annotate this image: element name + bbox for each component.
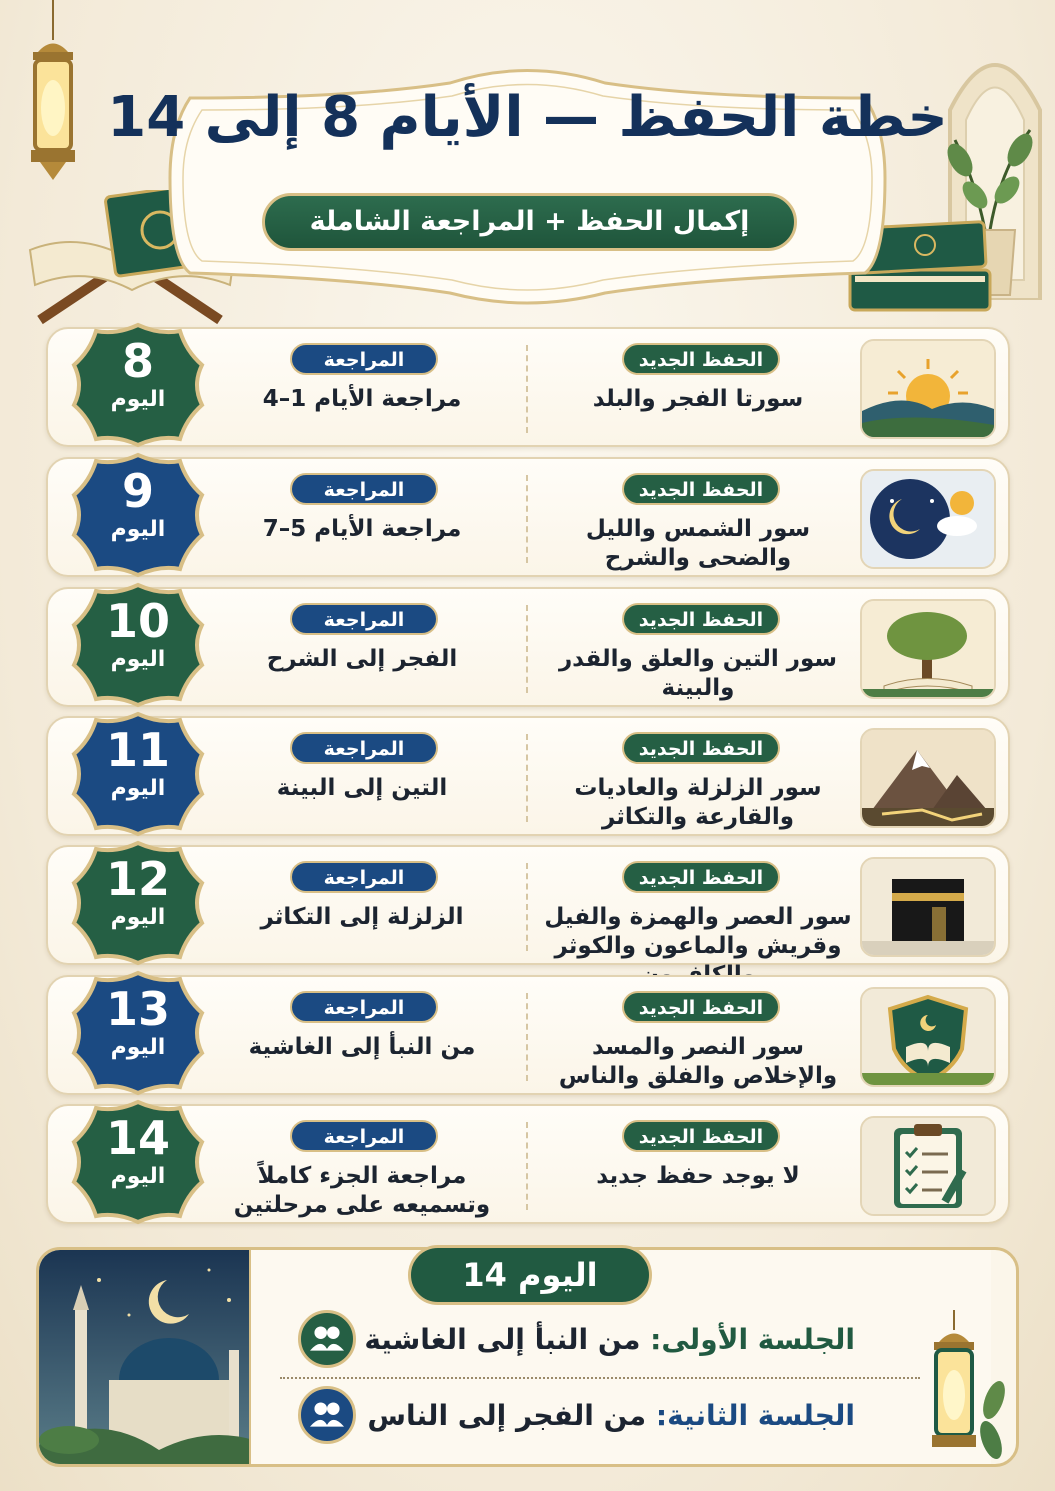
day-label: اليوم [110,517,166,542]
tree-book-icon [860,599,996,699]
new-memorization-label: الحفظ الجديد [622,1120,780,1152]
day-row [46,327,1010,447]
day-number: 8 [121,334,154,388]
day-label: اليوم [110,1035,166,1060]
moon-sun-icon [860,469,996,569]
day-row [46,1104,1010,1224]
day-label: اليوم [110,776,166,801]
review-text: مراجعة الجزء كاملاً وتسميعه على مرحلتين [233,1163,491,1218]
new-memorization-label: الحفظ الجديد [622,732,780,764]
new-memorization-label: الحفظ الجديد [622,343,780,375]
new-memorization-text: سور الشمس والليل والضحى والشرح [585,516,811,571]
new-memorization-text: سورتا الفجر والبلد [592,386,804,412]
shield-book-icon [860,987,996,1087]
day-number: 11 [105,723,170,777]
sunrise-icon [860,339,996,439]
day-number: 10 [105,594,170,648]
day-label: اليوم [110,387,166,412]
review-label: المراجعة [290,1120,438,1152]
clipboard-icon [860,1116,996,1216]
new-memorization-label: الحفظ الجديد [622,603,780,635]
day-label: اليوم [110,905,166,930]
day-row [46,457,1010,577]
row-divider [526,1122,528,1210]
day-number: 13 [105,982,170,1036]
day-badge [68,581,208,709]
new-memorization-text: سور العصر والهمزة والفيل وقريش والماعون والكوثر [544,904,852,959]
day-number: 14 [105,1111,170,1165]
new-memorization-label: الحفظ الجديد [622,991,780,1023]
session-divider [280,1377,920,1379]
group-icon [298,1310,356,1368]
row-divider [526,734,528,822]
day14-title: اليوم 14 [408,1245,652,1305]
new-memorization-text: سور النصر والمسد والإخلاص والفلق والناس [558,1034,838,1089]
review-label: المراجعة [290,473,438,505]
day-label: اليوم [110,1164,166,1189]
leaves-icon [969,1370,1019,1465]
day-row [46,975,1010,1095]
review-text: الزلزلة إلى التكاثر [260,904,464,930]
review-text: مراجعة الأيام 5–7 [262,516,462,542]
day-badge [68,451,208,579]
day-badge [68,321,208,449]
new-memorization-text: لا يوجد حفظ جديد [596,1163,800,1189]
review-label: المراجعة [290,603,438,635]
review-text: مراجعة الأيام 1–4 [262,386,462,412]
row-divider [526,863,528,951]
day-badge [68,1098,208,1226]
review-text: التين إلى البينة [276,775,448,801]
mosque-night-icon [39,1250,279,1467]
day-number: 12 [105,852,170,906]
new-memorization-label: الحفظ الجديد [622,473,780,505]
day-badge [68,969,208,1097]
new-memorization-text: سور التين والعلق والقدر والبينة [558,646,838,701]
review-text: من النبأ إلى الغاشية [248,1034,476,1060]
review-label: المراجعة [290,991,438,1023]
review-label: المراجعة [290,732,438,764]
day-badge [68,710,208,838]
session-2-label: الجلسة الثانية: [655,1399,855,1432]
kaaba-icon [860,857,996,957]
group-icon [298,1386,356,1444]
row-divider [526,345,528,433]
row-divider [526,993,528,1081]
mountain-icon [860,728,996,828]
row-divider [526,605,528,693]
session-2 [367,1388,855,1444]
session-2-range: من الفجر إلى الناس [367,1399,647,1432]
page-title: خطة الحفظ — الأيام 8 إلى 14 [107,85,948,150]
day-number: 9 [121,464,154,518]
review-label: المراجعة [290,343,438,375]
session-1 [364,1312,855,1368]
subtitle-banner: إكمال الحفظ + المراجعة الشاملة [262,193,797,251]
new-memorization-text: سور الزلزلة والعاديات والقارعة والتكاثر [574,775,822,830]
day-row [46,716,1010,836]
day-label: اليوم [110,647,166,672]
day-row [46,587,1010,707]
day-badge [68,839,208,967]
session-1-range: من النبأ إلى الغاشية [364,1323,641,1356]
day-row [46,845,1010,965]
new-memorization-label: الحفظ الجديد [622,861,780,893]
review-label: المراجعة [290,861,438,893]
session-1-label: الجلسة الأولى: [650,1323,855,1356]
row-divider [526,475,528,563]
review-text: الفجر إلى الشرح [266,646,458,672]
